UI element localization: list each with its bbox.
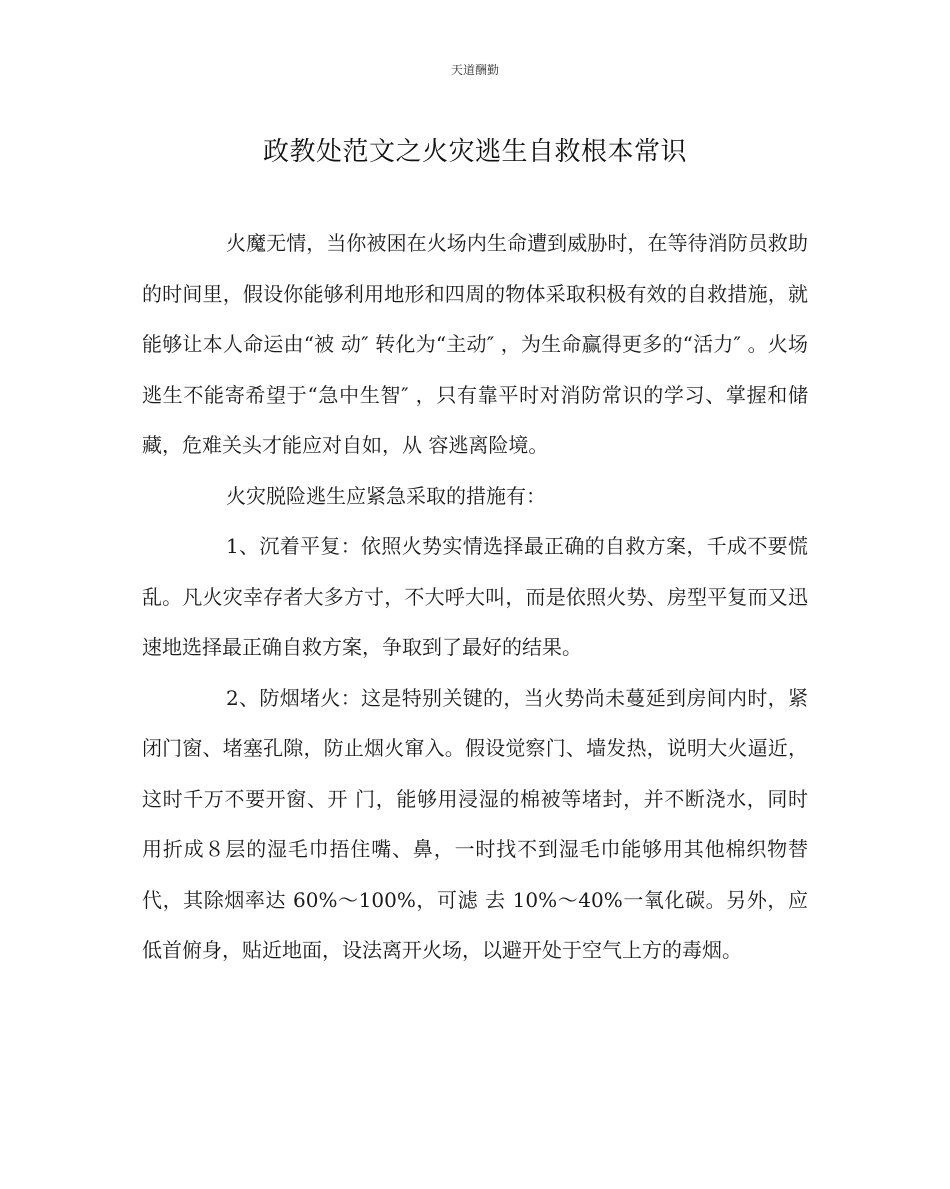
paragraph-item-2: 2、防烟堵火：这是特别关键的，当火势尚未蔓延到房间内时，紧闭门窗、堵塞孔隙，防止烟火窜入。假设觉察门、墙发热，说明大火逼近，这时千万不要开窗、开 门，能够用浸湿的棉被等堵封，并不断浇水，同时用折成８层的湿毛巾捂住嘴、鼻，一时找不到湿毛巾能够用其他棉织物替代，其除烟率达 60%～100%，可滤 去 10%～40%一氧化碳。另外，应低首俯身，贴近地面，设法离开火场，以避开处于空气上方的毒烟。 [142, 685, 808, 962]
paragraph-measures-heading: 火灾脱险逃生应紧急采取的措施有： [226, 483, 546, 508]
paragraph-intro: 火魔无情，当你被困在火场内生命遭到威胁时，在等待消防员救助的时间里，假设你能够利用地形和四周的物体采取积极有效的自救措施，就能够让本人命运由“被 动″ 转化为“主动″ ，为生命赢得更多的“活力″ 。火场逃生不能寄希望于“急中生智″ ，只有靠平时对消防常识的学习、掌握和储藏，危难关头才能应对自如，从 容逃离险境。 [142, 231, 808, 457]
document-title: 政教处范文之火灾逃生自救根本常识 [262, 137, 687, 167]
page-header: 天道酬勤 [450, 63, 499, 77]
paragraph-item-1: 1、沉着平复：依照火势实情选择最正确的自救方案，千成不要慌乱。凡火灾幸存者大多方寸，不大呼大叫，而是依照火势、房型平复而又迅速地选择最正确自救方案，争取到了最好的结果。 [142, 534, 808, 659]
document-body [142, 218, 808, 976]
